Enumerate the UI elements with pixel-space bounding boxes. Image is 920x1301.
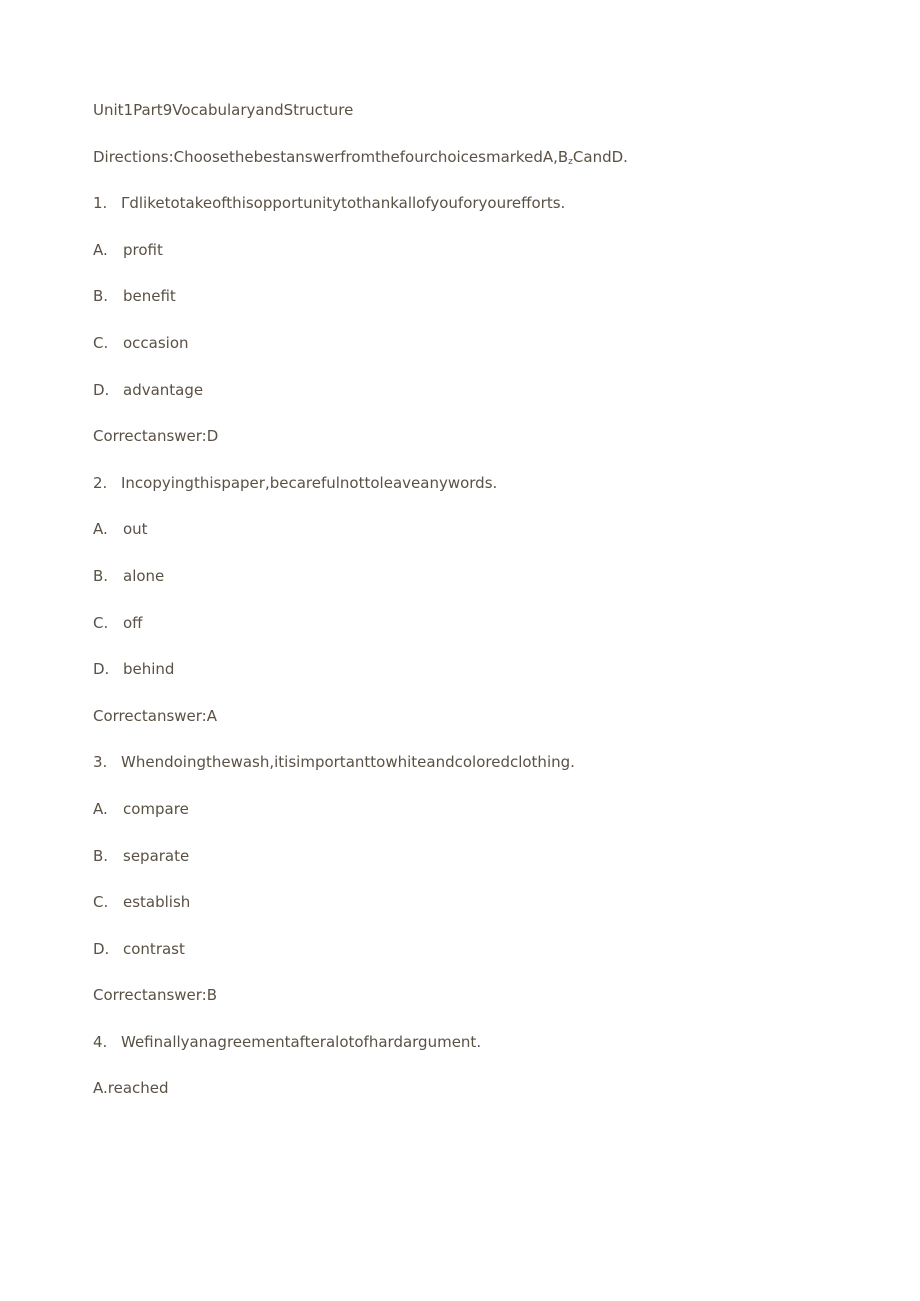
question-text: Wefinallyanagreementafteralotofhardargument.	[121, 1032, 482, 1051]
option-3b	[93, 843, 873, 890]
option-text: out	[123, 520, 148, 539]
option-text: off	[123, 613, 143, 632]
option-letter: C.	[93, 333, 109, 352]
option-letter: D.	[93, 939, 110, 958]
option-letter: A.	[93, 240, 108, 259]
option-text: compare	[123, 799, 189, 818]
option-2c	[93, 610, 873, 657]
option-text: behind	[123, 660, 175, 679]
option-2a	[93, 516, 873, 563]
question-text: Incopyingthispaper,becarefulnottoleaveanywords.	[121, 473, 498, 492]
document-page	[93, 97, 873, 1122]
option-text: alone	[123, 566, 165, 585]
option-text: contrast	[123, 939, 185, 958]
option-letter: B.	[93, 287, 109, 306]
option-letter: C.	[93, 893, 109, 912]
question-4	[93, 1029, 873, 1076]
question-number: 3.	[93, 753, 108, 772]
question-number: 1.	[93, 194, 108, 213]
directions	[93, 144, 873, 191]
document-title: Unit1Part9VocabularyandStructure	[93, 101, 354, 119]
option-text: separate	[123, 846, 190, 865]
option-letter: B.	[93, 846, 109, 865]
answer-3: Correctanswer:B	[93, 986, 218, 1005]
option-1a	[93, 237, 873, 284]
question-2	[93, 470, 873, 517]
directions-subscript: z	[568, 156, 573, 167]
option-2b	[93, 563, 873, 610]
answer-2: Correctanswer:A	[93, 706, 217, 725]
question-number: 4.	[93, 1032, 108, 1051]
option-text: occasion	[123, 333, 189, 352]
option-1b	[93, 283, 873, 330]
option-3d	[93, 936, 873, 983]
option-text: establish	[123, 893, 191, 912]
option-3c	[93, 889, 873, 936]
question-number: 2.	[93, 473, 108, 492]
option-text: benefit	[123, 287, 176, 306]
option-1d	[93, 377, 873, 424]
question-text: Whendoingthewash,itisimportanttowhiteandcoloredclothing.	[121, 753, 575, 772]
directions-text: Directions:ChoosethebestanswerfromthefourchoicesmarkedA,B	[93, 147, 569, 166]
question-text: Γdliketotakeofthisopportunitytothankallofyouforyourefforts.	[121, 194, 566, 213]
question-3	[93, 749, 873, 796]
option-letter: A.	[93, 520, 108, 539]
option-letter: D.	[93, 660, 110, 679]
option-2d	[93, 656, 873, 703]
option-1c	[93, 330, 873, 377]
option-letter: A.	[93, 799, 108, 818]
option-letter: B.	[93, 566, 109, 585]
option-letter: D.	[93, 380, 110, 399]
option-4a: A.reached	[93, 1079, 169, 1098]
directions-text-end: CandD.	[572, 147, 628, 166]
option-text: profit	[123, 240, 163, 259]
option-3a	[93, 796, 873, 843]
answer-1: Correctanswer:D	[93, 427, 219, 446]
option-letter: C.	[93, 613, 109, 632]
option-text: advantage	[123, 380, 204, 399]
question-1	[93, 190, 873, 237]
